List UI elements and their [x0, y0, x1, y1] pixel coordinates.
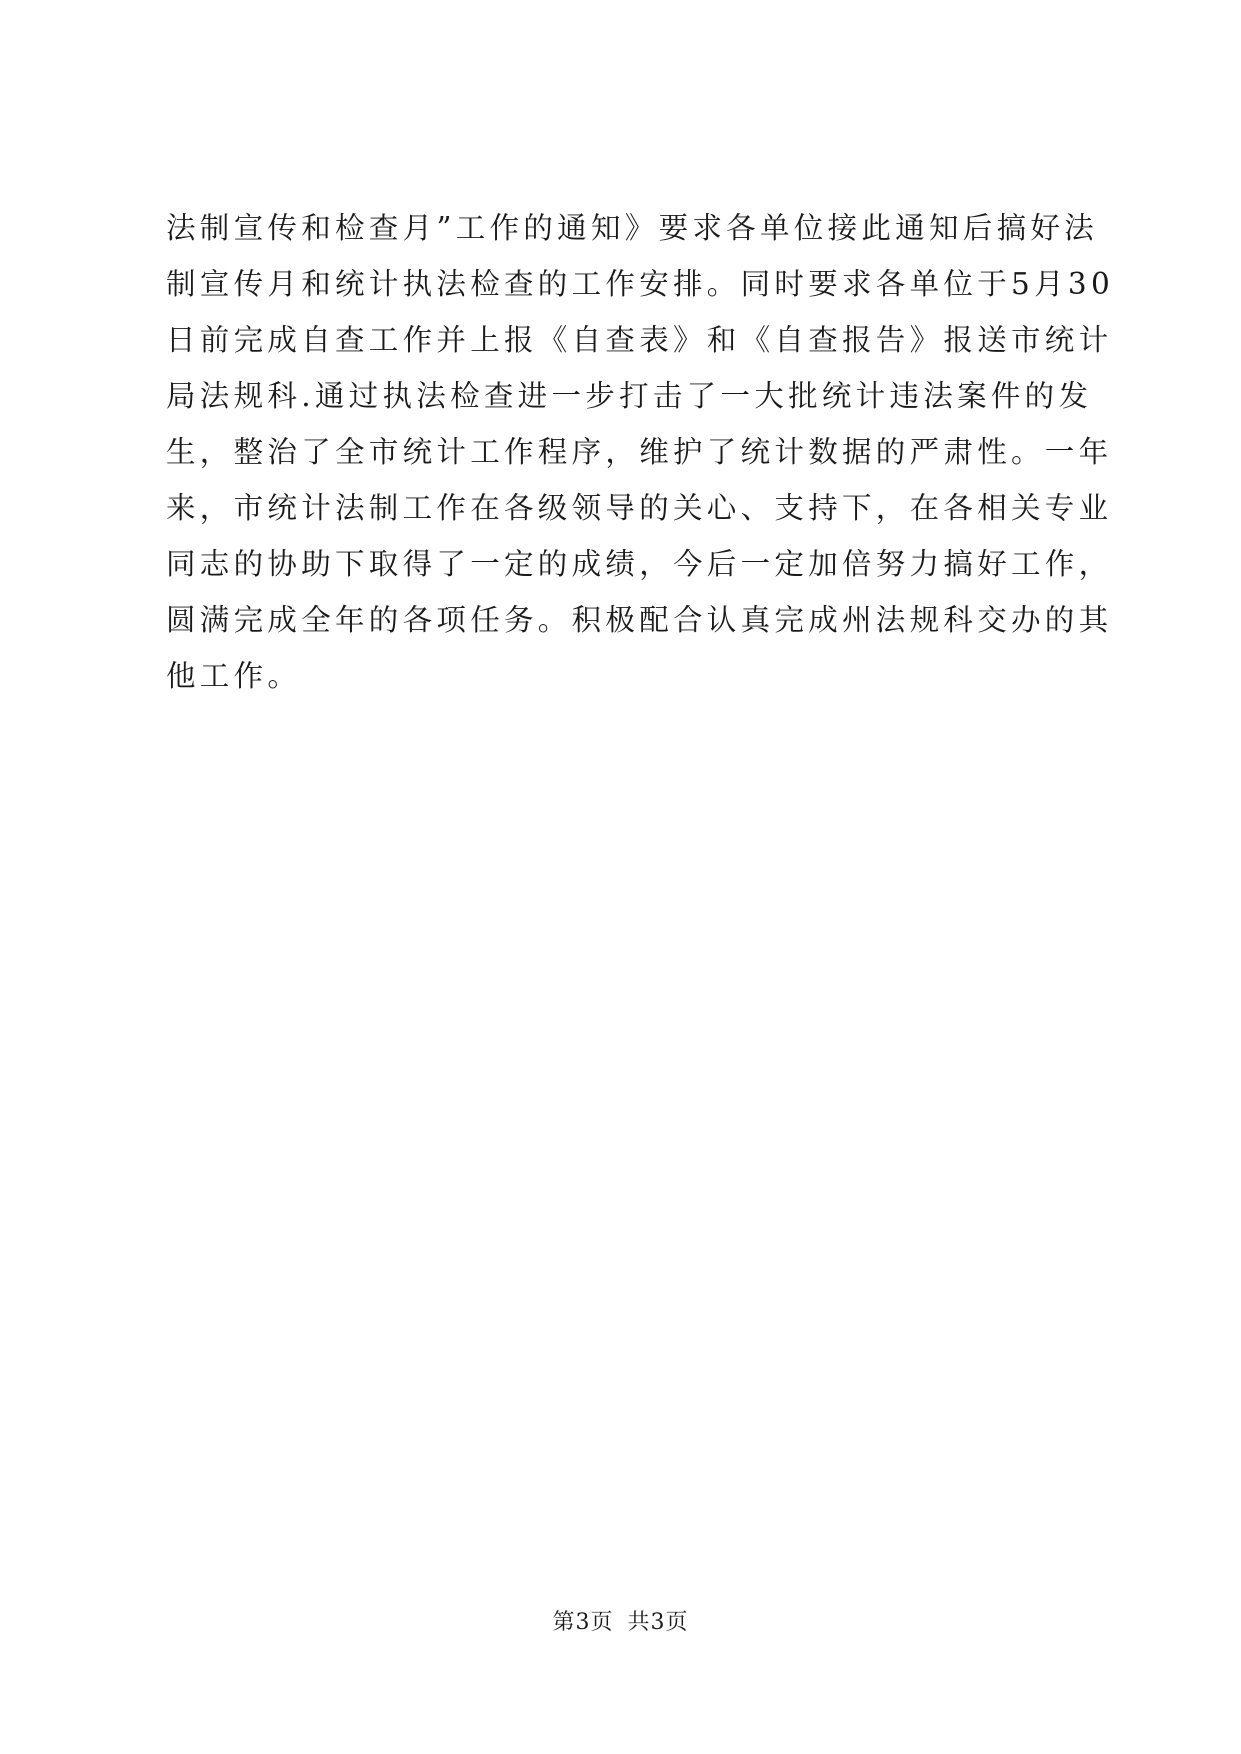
- page-footer: [0, 1608, 1241, 1638]
- paragraph-line: 同志的协助下取得了一定的成绩，今后一定加倍努力搞好工作，: [166, 547, 1113, 581]
- body-paragraph: [166, 200, 1115, 704]
- page-number-total: 共3页: [627, 1610, 689, 1635]
- paragraph-line: 法制宣传和检查月”工作的通知》要求各单位接此通知后搞好法: [166, 211, 1098, 245]
- paragraph-line: 圆满完成全年的各项任务。积极配合认真完成州法规科交办的其: [166, 603, 1113, 637]
- paragraph-line: 来，市统计法制工作在各级领导的关心、支持下，在各相关专业: [166, 491, 1113, 525]
- paragraph-line: 局法规科.通过执法检查进一步打击了一大批统计违法案件的发: [166, 379, 1093, 413]
- paragraph-line: 制宣传月和统计执法检查的工作安排。同时要求各单位于5月30: [166, 267, 1115, 301]
- page-number-current: 第3页: [552, 1610, 614, 1635]
- paragraph-line: 他工作。: [166, 659, 302, 693]
- paragraph-line: 日前完成自查工作并上报《自查表》和《自查报告》报送市统计: [166, 323, 1113, 357]
- paragraph-line: 生，整治了全市统计工作程序，维护了统计数据的严肃性。一年: [166, 435, 1113, 469]
